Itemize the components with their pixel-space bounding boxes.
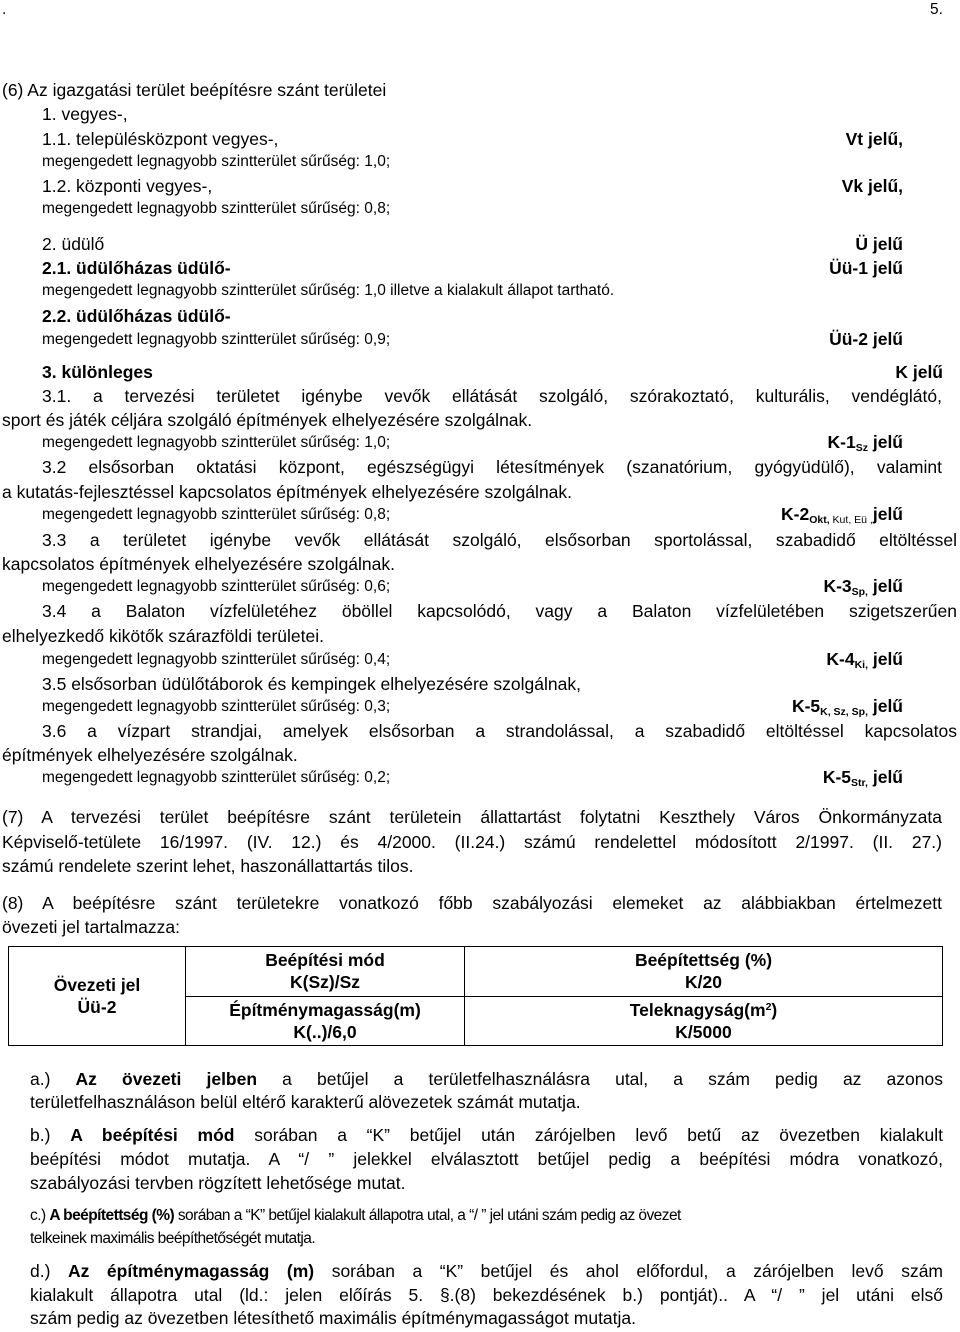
item-2-2-density: megengedett legnagyobb szintterület sűrűség: 0,9; (42, 331, 391, 348)
item-1-1-code: Vt jelű, (845, 129, 903, 149)
note-b-line2: beépítési módot mutatja. A “/ ” jelekkel elválasztott betűjel pedig a beépítési módra vonatkozó, (30, 1149, 943, 1169)
item-3-2-density: megengedett legnagyobb szintterület sűrűség: 0,8; (42, 506, 391, 523)
plot-size-cell: $Teleknagyság(m^2)$ K/5000 (465, 996, 943, 1046)
header-mark: . (2, 1, 7, 18)
zone-key-table (8, 946, 943, 1046)
item-3: 3. különleges (42, 362, 153, 382)
item-3-3-code: $K-3_{Sp,}$ jelű (823, 576, 903, 598)
item-3-1-code: $K-1_{Sz}$ jelű (827, 432, 903, 454)
note-a-line1: a.) Az övezeti jelben a betűjel a területfelhasználásra utal, a szám pedig az azonos (30, 1069, 943, 1089)
item-3-2-line2: a kutatás-fejlesztéssel kapcsolatos építmények elhelyezésére szolgálnak. (2, 482, 573, 502)
item-3-4-line2: elhelyezkedő kikötők szárazföldi területei. (2, 626, 324, 646)
note-d-line3: szám pedig az övezetben létesíthető maximális építménymagasságot mutatja. (30, 1308, 637, 1328)
item-2-2: 2.2. üdülőházas üdülő- (42, 306, 231, 326)
item-3-3-line1: 3.3 a területet igénybe vevők ellátását szolgáló, elsősorban sportolással, szabadidő eltöltéssel (42, 530, 957, 550)
page-number: 5. (930, 1, 943, 18)
item-2-2-code: Üü-2 jelű (829, 329, 903, 349)
item-3-1-line2: sport és játék céljára szolgáló építmények elhelyezésére szolgálnak. (2, 410, 533, 430)
item-3-4-density: megengedett legnagyobb szintterület sűrűség: 0,4; (42, 651, 391, 668)
note-c-line1: c.) A beépítettség (%) sorában a “K” betűjel kialakult állapotra utal, a “/ ” jel utáni szám pedig az övezet (30, 1207, 681, 1224)
item-3-3-line2: kapcsolatos építmények elhelyezésére szolgálnak. (2, 554, 395, 574)
item-2-1-code: Üü-1 jelű (829, 258, 903, 278)
item-3-5-line1: 3.5 elsősorban üdülőtáborok és kempingek elhelyezésére szolgálnak, (42, 674, 581, 694)
built-ratio-cell: Beépítettség (%) K/20 (465, 947, 943, 997)
item-3-6-line1: 3.6 a vízpart strandjai, amelyek elsősorban a strandolással, a szabadidő eltöltéssel kapcsolatos (42, 721, 957, 741)
item-2-code: Ü jelű (855, 234, 903, 254)
item-3-1-density: megengedett legnagyobb szintterület sűrűség: 1,0; (42, 434, 391, 451)
para8-line1: (8) A beépítésre szánt területekre vonatkozó főbb szabályozási elemeket az alábbiakban értelmezett (2, 893, 942, 913)
note-c-line2: telkeinek maximális beépíthetőségét mutatja. (30, 1230, 316, 1247)
item-3-1-line1: 3.1. a tervezési területet igénybe vevők ellátását szolgáló, szórakoztató, kulturális, vendéglátó, (42, 386, 942, 406)
note-b-line1: b.) A beépítési mód sorában a “K” betűjel után zárójelben levő betű az övezetben kialakult (30, 1125, 943, 1145)
item-3-5-code: $K-5_{K, Sz, Sp,}$ jelű (791, 696, 903, 718)
para7-line2: Képviselő-tetülete 16/1997. (IV. 12.) és 4/2000. (II.24.) számú rendelettel módosított 2/1997. (II. 27.) (2, 832, 942, 852)
note-a-line2: területfelhasználáson belül eltérő karakterű alövezetek számát mutatja. (30, 1092, 581, 1112)
item-3-3-density: megengedett legnagyobb szintterület sűrűség: 0,6; (42, 578, 391, 595)
note-d-line2: kialakult állapotra utal (ld.: jelen előírás 5. §.(8) bekezdésének b.) pontját).. A “/ ” jel utáni első (30, 1285, 943, 1305)
item-3-4-code: $K-4_{Ki,}$ jelű (826, 649, 903, 671)
item-3-6-code: $K-5_{Str,}$ jelű (822, 767, 903, 789)
para8-line2: övezeti jel tartalmazza: (2, 917, 180, 937)
item-3-2-code: $K-2_{Okt,}$ $_{Kut, Eü ,}$jelű (781, 504, 903, 526)
item-3-5-density: megengedett legnagyobb szintterület sűrűség: 0,3; (42, 698, 391, 715)
para7-line1: (7) A tervezési terület beépítésre szánt területein állattartást folytatni Keszthely Város Önkormányzata (2, 807, 942, 827)
item-1-2: 1.2. központi vegyes-, (42, 176, 213, 196)
item-1: 1. vegyes-, (42, 104, 128, 124)
item-1-2-code: Vk jelű, (841, 176, 903, 196)
item-3-2-line1: 3.2 elsősorban oktatási központ, egészségügyi létesítmények (szanatórium, gyógyüdülő), valamint (42, 457, 942, 477)
item-1-2-density: megengedett legnagyobb szintterület sűrűség: 0,8; (42, 200, 391, 217)
zone-code-cell: Övezeti jel Üü-2 (9, 947, 186, 1046)
note-d-line1: d.) Az építménymagasság (m) sorában a “K” betűjel és ahol előfordul, a zárójelben levő szám (30, 1261, 944, 1281)
item-2: 2. üdülő (42, 234, 105, 254)
item-3-6-density: megengedett legnagyobb szintterület sűrűség: 0,2; (42, 769, 391, 786)
item-1-1: 1.1. településközpont vegyes-, (42, 129, 279, 149)
item-2-1-density: megengedett legnagyobb szintterület sűrűség: 1,0 illetve a kialakult állapot tartható. (42, 282, 615, 299)
note-b-line3: szabályozási tervben rögzített lehetősége mutat. (30, 1173, 406, 1193)
para7-line3: számú rendelete szerint lehet, haszonállattartás tilos. (2, 856, 414, 876)
item-1-1-density: megengedett legnagyobb szintterület sűrűség: 1,0; (42, 153, 391, 170)
building-mode-cell: Beépítési mód K(Sz)/Sz (186, 947, 465, 997)
item-2-1: 2.1. üdülőházas üdülő- (42, 258, 231, 278)
item-3-6-line2: építmények elhelyezésére szolgálnak. (2, 745, 298, 765)
item-3-4-line1: 3.4 a Balaton vízfelületéhez öböllel kapcsolódó, vagy a Balaton vízfelületében szigetszerűen (42, 601, 957, 621)
building-height-cell: Építménymagasság(m) K(..)/6,0 (186, 996, 465, 1046)
para6-title: (6) Az igazgatási terület beépítésre szánt területei (2, 80, 387, 100)
item-3-code: K jelű (895, 362, 943, 382)
